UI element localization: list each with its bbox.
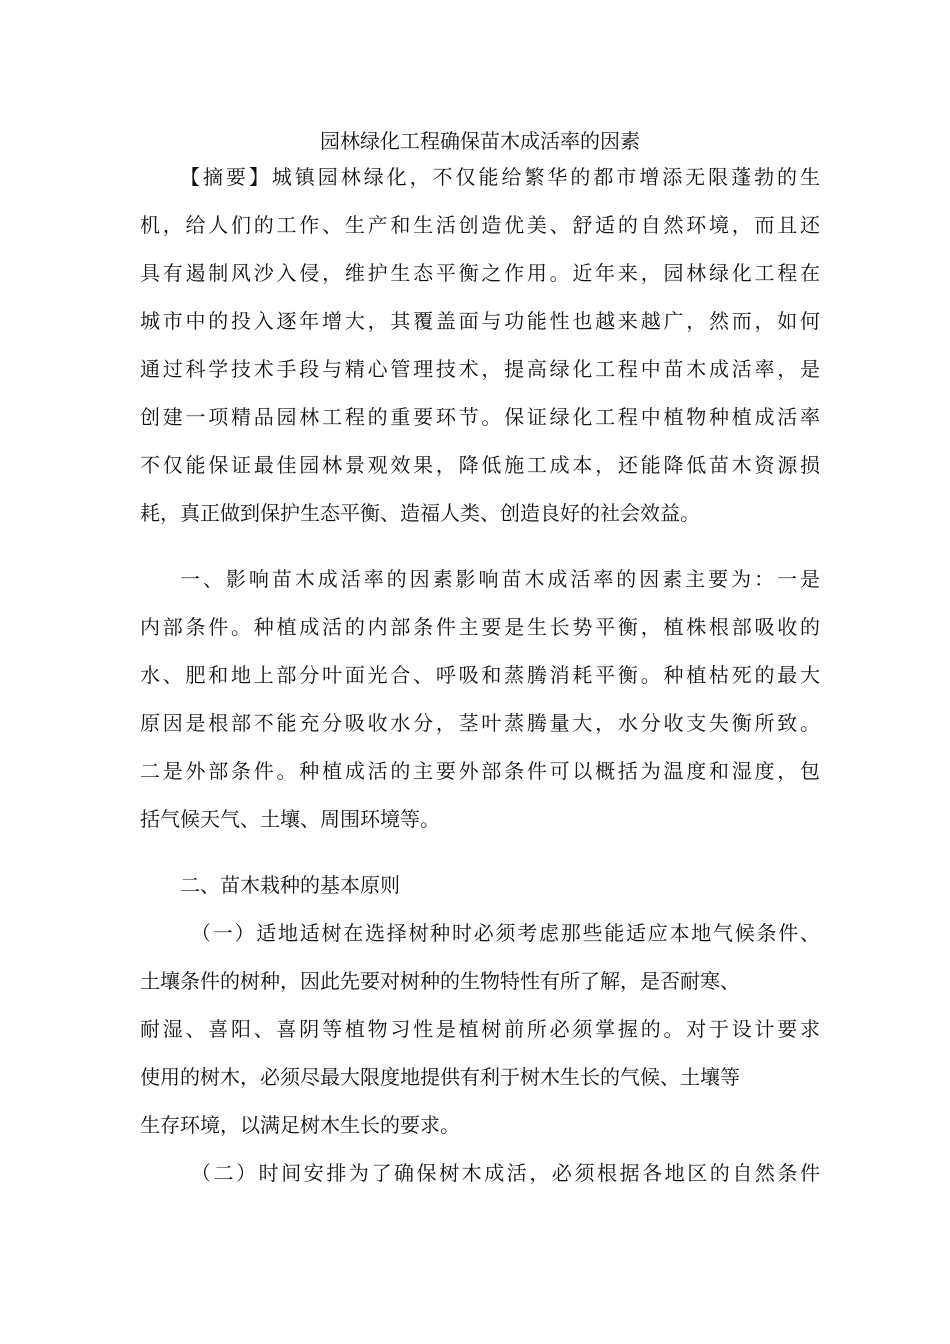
subsection1-line: 使用的树木，必须尽最大限度地提供有利于树木生长的气候、土壤等 bbox=[140, 1065, 740, 1089]
abstract-line: 通过科学技术手段与精心管理技术，提高绿化工程中苗木成活率，是 bbox=[140, 357, 820, 381]
abstract-line: 城市中的投入逐年增大，其覆盖面与功能性也越来越广，然而，如何 bbox=[140, 309, 820, 333]
subsection1-line: 土壤条件的树种，因此先要对树种的生物特性有所了解，是否耐寒、 bbox=[140, 969, 740, 993]
abstract-line: 创建一项精品园林工程的重要环节。保证绿化工程中植物种植成活率 bbox=[140, 405, 820, 429]
section1-line: 水、肥和地上部分叶面光合、呼吸和蒸腾消耗平衡。种植枯死的最大 bbox=[140, 663, 820, 687]
subsection2-line: （二）时间安排为了确保树木成活，必须根据各地区的自然条件 bbox=[191, 1161, 820, 1185]
section2-heading: 二、苗木栽种的基本原则 bbox=[180, 873, 400, 897]
abstract-line: 机，给人们的工作、生产和生活创造优美、舒适的自然环境，而且还 bbox=[140, 213, 820, 237]
section1-line: 原因是根部不能充分吸收水分，茎叶蒸腾量大，水分收支失衡所致。 bbox=[140, 711, 820, 735]
section1-line: 内部条件。种植成活的内部条件主要是生长势平衡，植株根部吸收的 bbox=[140, 615, 820, 639]
subsection1-line: 耐湿、喜阳、喜阴等植物习性是植树前所必须掌握的。对于设计要求 bbox=[140, 1017, 820, 1041]
abstract-line: 不仅能保证最佳园林景观效果，降低施工成本，还能降低苗木资源损 bbox=[140, 453, 820, 477]
abstract-line: 具有遏制风沙入侵，维护生态平衡之作用。近年来，园林绿化工程在 bbox=[140, 261, 820, 285]
section1-line: 一、影响苗木成活率的因素影响苗木成活率的因素主要为：一是 bbox=[180, 567, 820, 591]
subsection1-line: （一）适地适树在选择树种时必须考虑那些能适应本地气候条件、 bbox=[191, 921, 820, 945]
abstract-line: 【摘要】城镇园林绿化，不仅能给繁华的都市增添无限蓬勃的生 bbox=[180, 165, 820, 189]
document-title: 园林绿化工程确保苗木成活率的因素 bbox=[320, 129, 640, 153]
section1-line: 二是外部条件。种植成活的主要外部条件可以概括为温度和湿度，包 bbox=[140, 759, 820, 783]
section1-line: 括气候天气、土壤、周围环境等。 bbox=[140, 807, 440, 831]
abstract-line: 耗，真正做到保护生态平衡、造福人类、创造良好的社会效益。 bbox=[140, 501, 700, 525]
subsection1-line: 生存环境，以满足树木生长的要求。 bbox=[140, 1113, 460, 1137]
